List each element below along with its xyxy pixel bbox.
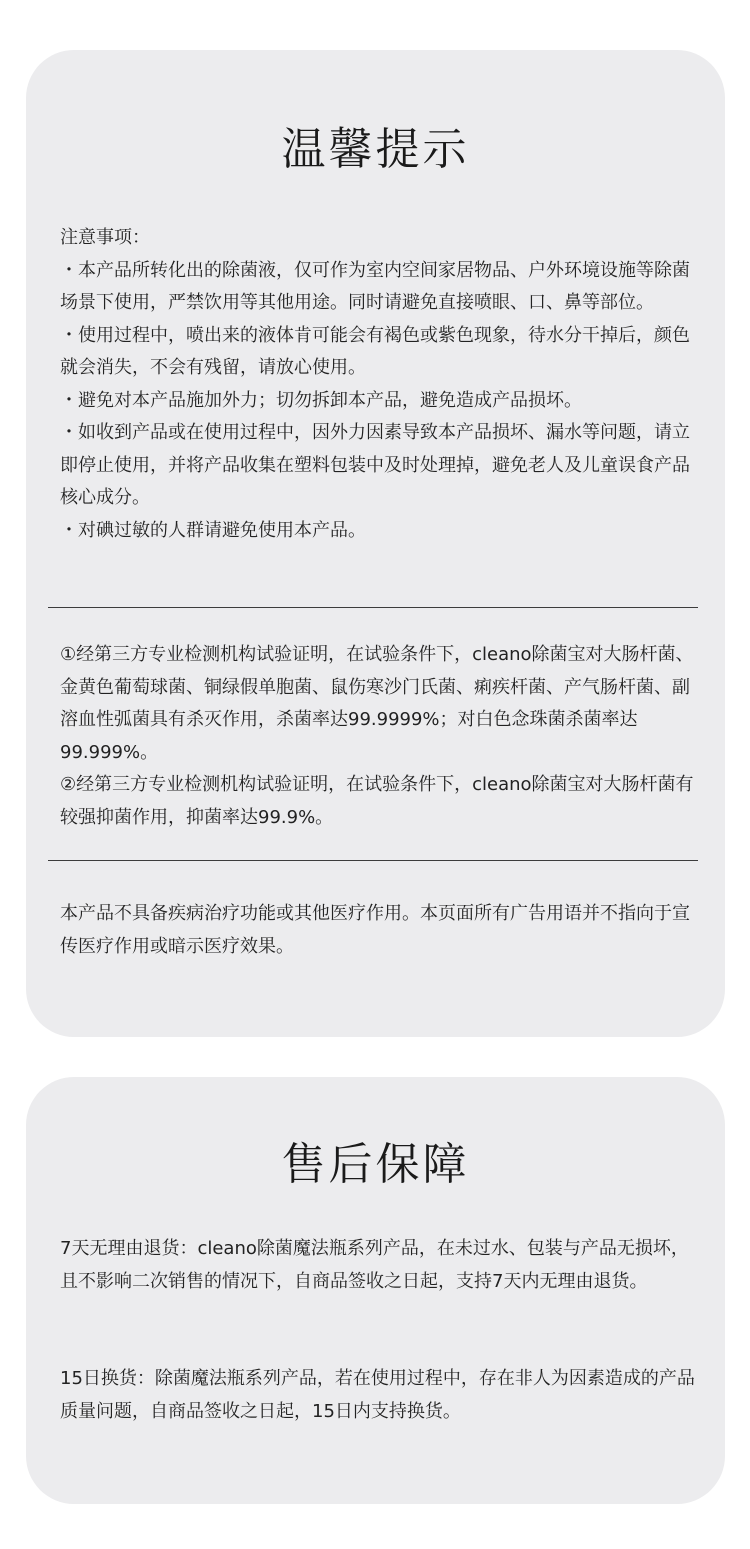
notice-bullet: ・避免对本产品施加外力；切勿拆卸本产品，避免造成产品损坏。 xyxy=(60,389,582,411)
return-policy-section xyxy=(60,1233,700,1298)
disclaimer-text: 本产品不具备疾病治疗功能或其他医疗作用。本页面所有广告用语并不指向于宣传医疗作用或暗示医疗效果。 xyxy=(60,903,690,957)
notice-bullet: ・本产品所转化出的除菌液，仅可作为室内空间家居物品、户外环境设施等除菌场景下使用，严禁饮用等其他用途。同时请避免直接喷眼、口、鼻等部位。 xyxy=(60,259,690,313)
notice-bullet: ・使用过程中，喷出来的液体肯可能会有褐色或紫色现象，待水分干掉后，颜色就会消失，不会有残留，请放心使用。 xyxy=(60,324,690,378)
section-divider xyxy=(48,860,698,861)
notice-heading: 注意事项： xyxy=(60,227,150,248)
after-sales-title: 售后保障 xyxy=(281,1139,470,1190)
exchange-policy-text: 15日换货：除菌魔法瓶系列产品，若在使用过程中，存在非人为因素造成的产品质量问题，自商品签收之日起，15日内支持换货。 xyxy=(60,1368,695,1422)
exchange-policy-section xyxy=(60,1363,700,1428)
after-sales-card xyxy=(26,1077,725,1504)
test-note: ①经第三方专业检测机构试验证明，在试验条件下，cleano除菌宝对大肠杆菌、金黄色葡萄球菌、铜绿假单胞菌、鼠伤寒沙门氏菌、痢疾杆菌、产气肠杆菌、副溶血性弧菌具有杀灭作用，杀菌率达99.9999%；对白色念珠菌杀菌率达99.999%。 xyxy=(60,644,694,763)
notice-title: 温馨提示 xyxy=(281,124,470,175)
return-policy-text: 7天无理由退货：cleano除菌魔法瓶系列产品，在未过水、包装与产品无损坏，且不影响二次销售的情况下，自商品签收之日起，支持7天内无理由退货。 xyxy=(60,1238,689,1292)
notice-card xyxy=(26,50,725,1037)
section-divider xyxy=(48,607,698,608)
notice-bullet: ・对碘过敏的人群请避免使用本产品。 xyxy=(60,519,366,541)
test-notes-section xyxy=(60,639,700,834)
disclaimer-section xyxy=(60,898,700,963)
notice-items-section xyxy=(60,222,700,547)
test-note: ②经第三方专业检测机构试验证明，在试验条件下，cleano除菌宝对大肠杆菌有较强抑菌作用，抑菌率达99.9%。 xyxy=(60,774,694,828)
notice-bullet: ・如收到产品或在使用过程中，因外力因素导致本产品损坏、漏水等问题，请立即停止使用，并将产品收集在塑料包装中及时处理掉，避免老人及儿童误食产品核心成分。 xyxy=(60,422,690,508)
